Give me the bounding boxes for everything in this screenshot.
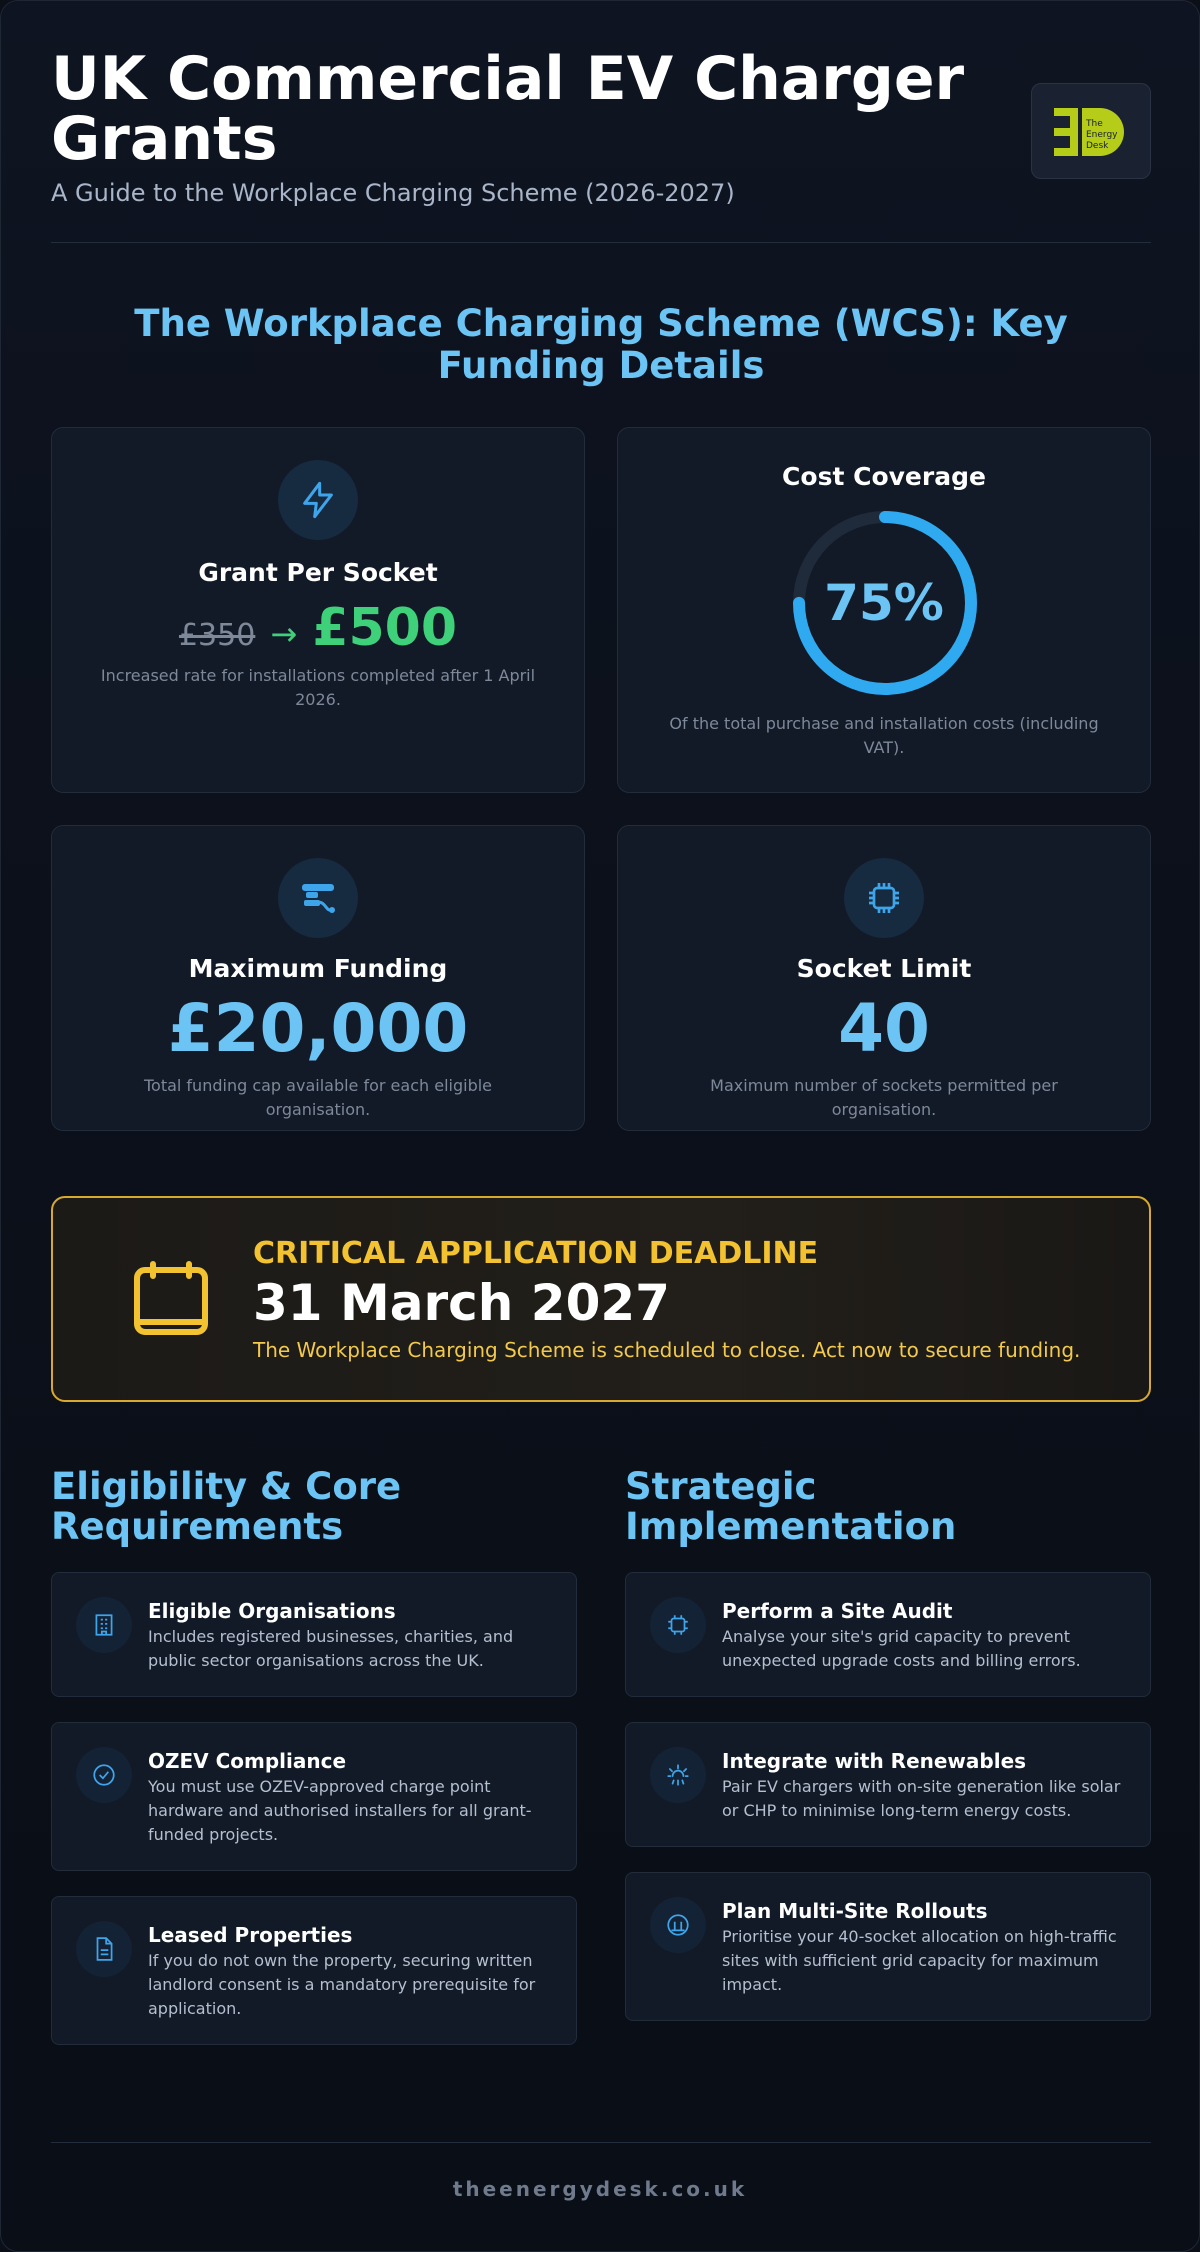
list-item: [625, 1572, 1151, 1697]
maximum-funding-label: Maximum Funding: [188, 954, 448, 983]
item-text: If you do not own the property, securing written landlord consent is a mandatory prerequisite for application.: [148, 1951, 536, 2018]
header: [51, 44, 1151, 243]
list-item: [51, 1722, 577, 1871]
grant-price-row: [52, 598, 584, 658]
lightning-icon: [278, 460, 358, 540]
maximum-funding-value: £20,000: [167, 990, 469, 1067]
coverage-note: Of the total purchase and installation costs (including VAT).: [669, 714, 1099, 757]
footer-divider: [51, 2142, 1151, 2143]
item-title: Leased Properties: [148, 1923, 353, 1947]
socket-limit-label: Socket Limit: [796, 954, 972, 983]
document-icon: [76, 1921, 132, 1977]
footer-url[interactable]: theenergydesk.co.uk: [452, 2177, 748, 2201]
list-item: [51, 1896, 577, 2045]
socket-limit-value: 40: [838, 990, 930, 1067]
deadline-label: CRITICAL APPLICATION DEADLINE: [253, 1236, 819, 1271]
list-item: [625, 1872, 1151, 2021]
item-title: Integrate with Renewables: [722, 1749, 1027, 1773]
old-grant-price: £350: [178, 618, 256, 653]
energy-desk-logo: [1031, 83, 1151, 179]
socket-limit-note: Maximum number of sockets permitted per organisation.: [710, 1076, 1058, 1119]
item-title: Plan Multi-Site Rollouts: [722, 1899, 988, 1923]
arrow-right-icon: →: [270, 615, 298, 653]
item-title: Perform a Site Audit: [722, 1599, 953, 1623]
ev-plug-icon: [278, 858, 358, 938]
svg-text:Desk: Desk: [1086, 141, 1109, 151]
page-title: UK Commercial EV Charger Grants: [51, 44, 965, 174]
chip-icon: [844, 858, 924, 938]
logo-mark-icon: [1050, 102, 1134, 162]
deadline-note: The Workplace Charging Scheme is scheduled to close. Act now to secure funding.: [253, 1338, 1081, 1362]
list-item: [625, 1722, 1151, 1847]
new-grant-price: £500: [312, 598, 458, 658]
check-circle-icon: [76, 1747, 132, 1803]
svg-text:The: The: [1086, 119, 1103, 129]
calendar-icon: [131, 1260, 211, 1340]
eligibility-title: Eligibility & Core Requirements: [51, 1465, 402, 1548]
svg-text:Energy: Energy: [1086, 130, 1118, 140]
list-item: [51, 1572, 577, 1697]
section-title: The Workplace Charging Scheme (WCS): Key Funding Details: [134, 302, 1068, 387]
item-text: Prioritise your 40-socket allocation on high-traffic sites with sufficient grid capacity for maximum impact.: [722, 1927, 1117, 1994]
sun-icon: [650, 1747, 706, 1803]
grant-note: Increased rate for installations completed after 1 April 2026.: [100, 666, 536, 709]
item-title: OZEV Compliance: [148, 1749, 347, 1773]
maximum-funding-card: [51, 825, 585, 1131]
cost-coverage-label: Cost Coverage: [782, 462, 986, 491]
item-text: Pair EV chargers with on-site generation like solar or CHP to minimise long-term energy costs.: [722, 1777, 1121, 1820]
chip-icon: [650, 1597, 706, 1653]
deadline-banner: [51, 1196, 1151, 1402]
maximum-funding-note: Total funding cap available for each eligible organisation.: [143, 1076, 493, 1119]
item-text: You must use OZEV-approved charge point hardware and authorised installers for all grant-funded projects.: [148, 1777, 532, 1844]
deadline-date: 31 March 2027: [253, 1274, 670, 1332]
grant-per-socket-card: [51, 427, 585, 793]
strategy-title: Strategic Implementation: [625, 1465, 957, 1548]
socket-limit-card: [617, 825, 1151, 1131]
grant-per-socket-label: Grant Per Socket: [198, 558, 438, 587]
coverage-value: 75%: [824, 574, 944, 632]
item-title: Eligible Organisations: [148, 1599, 396, 1623]
cost-coverage-card: [617, 427, 1151, 793]
building-icon: [76, 1597, 132, 1653]
page-subtitle: A Guide to the Workplace Charging Scheme (2026-2027): [51, 179, 735, 207]
item-text: Analyse your site's grid capacity to prevent unexpected upgrade costs and billing errors.: [722, 1627, 1081, 1670]
item-text: Includes registered businesses, charities, and public sector organisations across the UK.: [148, 1627, 514, 1670]
gauge-icon: [650, 1897, 706, 1953]
